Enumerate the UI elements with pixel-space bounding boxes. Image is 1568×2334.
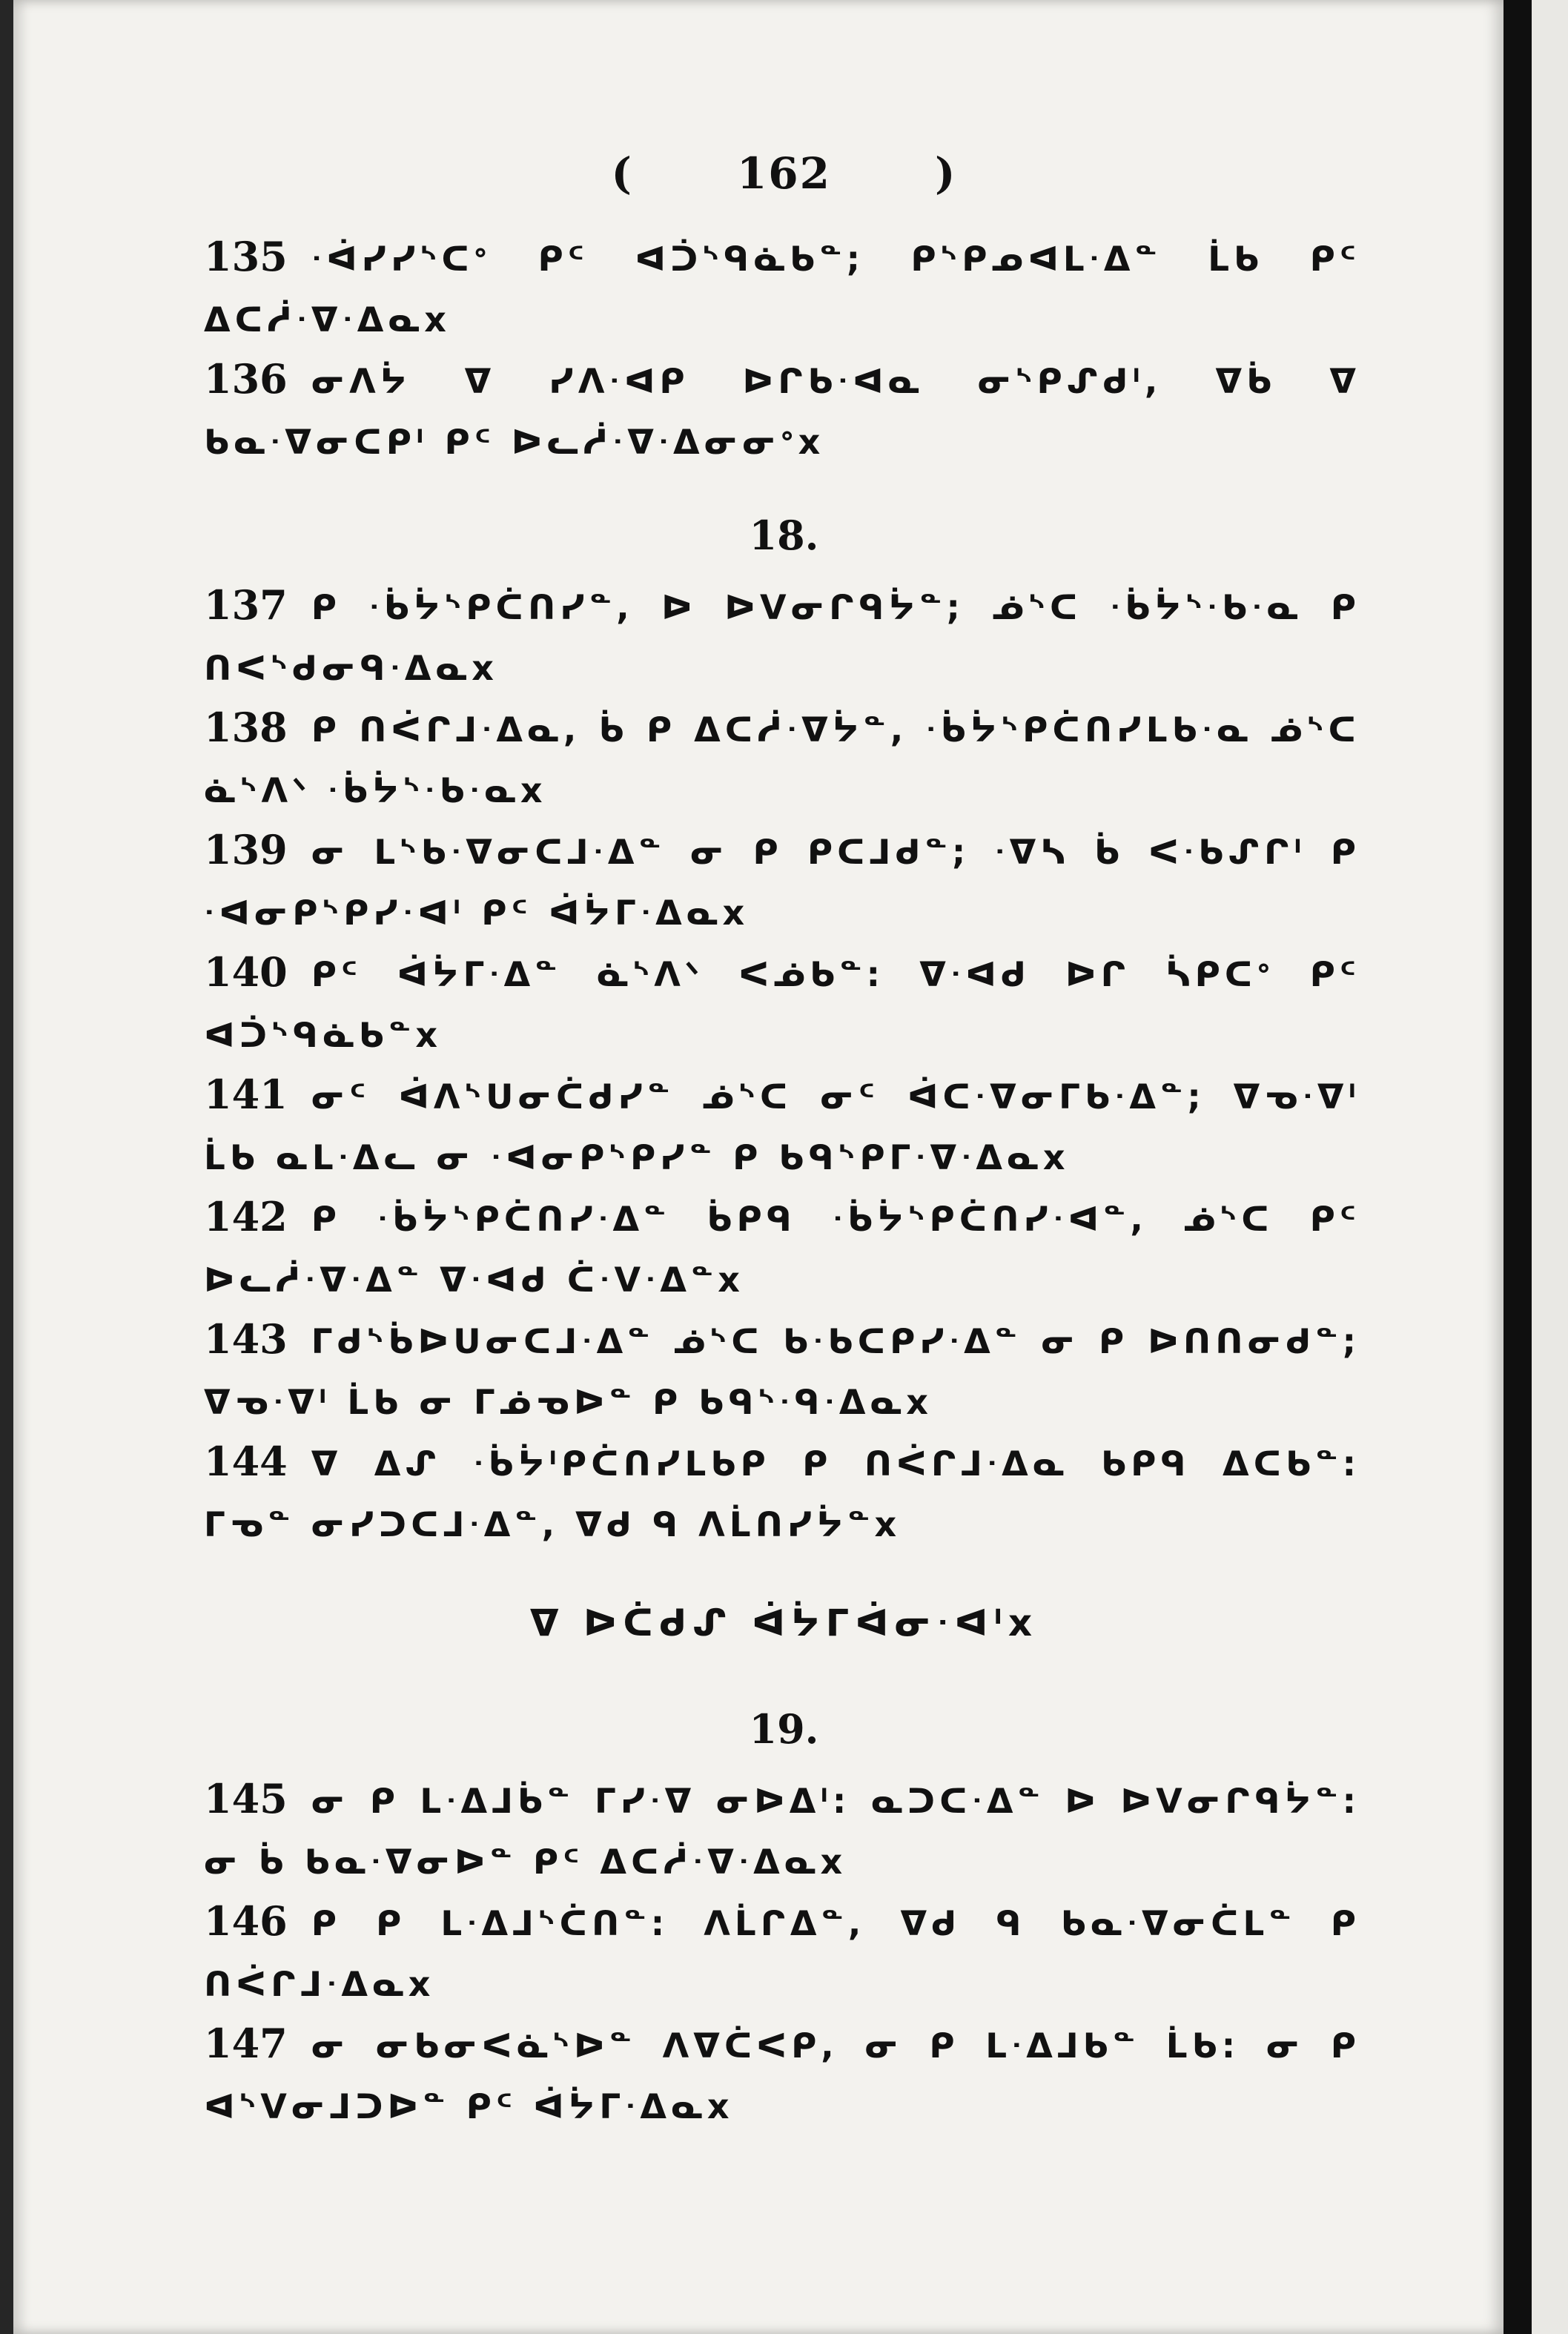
verse-147 xyxy=(204,2013,1360,2137)
chapter-heading-19: 19. xyxy=(749,1705,819,1753)
verse-number: 141 xyxy=(204,1071,288,1118)
verse-136 xyxy=(204,348,1360,472)
close-paren: ) xyxy=(935,148,957,199)
verse-142 xyxy=(204,1186,1360,1310)
page-header xyxy=(0,148,1568,199)
section-title: ᐁ ᐅᑖᑯᔑ ᐋᔮᒥᐋᓂᐧᐊᑊx xyxy=(529,1601,1039,1644)
verse-number: 142 xyxy=(204,1193,288,1240)
verse-number: 139 xyxy=(204,826,288,873)
verse-number: 143 xyxy=(204,1315,288,1363)
verse-text: ᑭ ᐧᑳᔮᔅᑭᑖᑎᓯᐧᐃᓐ ᑳᑭᑫ ᐧᑳᔮᔅᑭᑖᑎᓯᐧᐊᓐ, ᓅᔅᑕ ᑭᑦ ᐅᓚᓲᐧᐁᐧᐃᓐ ᐁᐧᐊᑯ ᑖᐧᐯᐧᐃᓐx xyxy=(204,1199,1360,1300)
verse-number: 136 xyxy=(204,355,288,403)
verse-135 xyxy=(204,226,1360,350)
verse-143 xyxy=(204,1309,1360,1432)
next-page-edge xyxy=(1532,0,1568,2334)
verse-text: ᑭ ᑭ ᒪᐧᐃᒧᔅᑖᑎᓐ: ᐱᒫᒋᐃᓐ, ᐁᑯ ᑫ ᑲᓇᐧᐁᓂᑖᒪᓐ ᑭ ᑎᐹᒋᒧᐧᐃᓇx xyxy=(204,1903,1360,2004)
book-spine-shadow xyxy=(1504,0,1532,2334)
verse-141 xyxy=(204,1064,1360,1188)
verse-number: 137 xyxy=(204,581,288,629)
verse-text: ᓂ ᓂᑲᓂᐸᓈᔅᐅᓐ ᐱᐁᑖᐸᑭ, ᓂ ᑭ ᒪᐧᐃᒧᑲᓐ ᒫᑲ: ᓂ ᑭ ᐊᔅᐯᓂᒧᑐᐅᓐ ᑭᑦ ᐋᔮᒥᐧᐃᓇx xyxy=(204,2026,1360,2126)
verse-number: 144 xyxy=(204,1438,288,1485)
open-paren: ( xyxy=(611,148,633,199)
verse-140 xyxy=(204,942,1360,1065)
verse-text: ᓂ ᑭ ᒪᐧᐃᒧᑳᓐ ᒥᓯᐧᐁ ᓂᐅᐃᑊ: ᓇᑐᑕᐧᐃᓐ ᐅ ᐅᐯᓂᒋᑫᔮᓐ: ᓂ ᑳ ᑲᓇᐧᐁᓂᐅᓐ ᑭᑦ ᐃᑕᓲᐧᐁᐧᐃᓇx xyxy=(204,1781,1360,1882)
verse-text: ᒥᑯᔅᑳᐅᑌᓂᑕᒧᐧᐃᓐ ᓅᔅᑕ ᑲᐧᑲᑕᑭᓯᐧᐃᓐ ᓂ ᑭ ᐅᑎᑎᓂᑯᓐ; ᐁᓀᐧᐁᑊ ᒫᑲ ᓂ ᒥᓅᓀᐅᓐ ᑭ ᑲᑫᔅᐧᑫᐧᐃᓇx xyxy=(204,1321,1360,1422)
verse-text: ᑭ ᑎᐹᒋᒧᐧᐃᓇ, ᑳ ᑭ ᐃᑕᓲᐧᐁᔮᓐ, ᐧᑳᔮᔅᑭᑖᑎᓯᒪᑲᐧᓇ ᓅᔅᑕ ᓈᔅᐱᐠ ᐧᑳᔮᔅᐧᑲᐧᓇx xyxy=(204,710,1360,810)
verse-145 xyxy=(204,1768,1360,1892)
verse-text: ᑭᑦ ᐋᔮᒥᐧᐃᓐ ᓈᔅᐱᐠ ᐸᓅᑲᓐ: ᐁᐧᐊᑯ ᐅᒋ ᓵᑭᑕᐤ ᑭᑦ ᐊᑑᔅᑫᓈᑲᓐx xyxy=(204,954,1360,1055)
verse-138 xyxy=(204,697,1360,821)
verse-number: 146 xyxy=(204,1897,288,1945)
page-number: 162 xyxy=(736,148,832,199)
verse-text: ᓂᐱᔮ ᐁ ᓯᐱᐧᐊᑭ ᐅᒋᑲᐧᐊᓇ ᓂᔅᑭᔑᑯᑊ, ᐁᑳ ᐁ ᑲᓇᐧᐁᓂᑕᑭᑊ ᑭᑦ ᐅᓚᓲᐧᐁᐧᐃᓂᓂᐤx xyxy=(204,361,1360,462)
verse-number: 145 xyxy=(204,1775,288,1822)
verse-137 xyxy=(204,575,1360,698)
verse-text: ᐁ ᐃᔑ ᐧᑳᔮᑊᑭᑖᑎᓯᒪᑲᑭ ᑭ ᑎᐹᒋᒧᐧᐃᓇ ᑲᑭᑫ ᐃᑕᑲᓐ: ᒥᓀᓐ ᓂᓯᑐᑕᒧᐧᐃᓐ, ᐁᑯ ᑫ ᐱᒫᑎᓯᔮᓐx xyxy=(204,1444,1360,1544)
verse-number: 135 xyxy=(204,233,288,280)
verse-text: ᑭ ᐧᑳᔮᔅᑭᑖᑎᓯᓐ, ᐅ ᐅᐯᓂᒋᑫᔮᓐ; ᓅᔅᑕ ᐧᑳᔮᔅᐧᑲᐧᓇ ᑭ ᑎᐸᔅᑯᓂᑫᐧᐃᓇx xyxy=(204,587,1360,688)
verse-139 xyxy=(204,819,1360,943)
verse-number: 147 xyxy=(204,2020,288,2067)
verse-number: 138 xyxy=(204,704,288,751)
verse-146 xyxy=(204,1891,1360,2014)
chapter-heading-18: 18. xyxy=(749,512,819,559)
verse-number: 140 xyxy=(204,948,288,996)
verse-text: ᓂᑦ ᐋᐱᔅᑌᓂᑖᑯᓯᓐ ᓅᔅᑕ ᓂᑦ ᐋᑕᐧᐁᓂᒥᑲᐧᐃᓐ; ᐁᓀᐧᐁᑊ ᒫᑲ ᓇᒪᐧᐃᓚ ᓂ ᐧᐊᓂᑭᔅᑭᓯᓐ ᑭ ᑲᑫᔅᑭᒥᐧᐁᐧᐃᓇx xyxy=(204,1077,1360,1177)
verse-text: ᐧᐋᓯᓯᔅᑕᐤ ᑭᑦ ᐊᑑᔅᑫᓈᑲᓐ; ᑭᔅᑭᓄᐊᒪᐧᐃᓐ ᒫᑲ ᑭᑦ ᐃᑕᓲᐧᐁᐧᐃᓇx xyxy=(204,239,1360,340)
verse-text: ᓂ ᒪᔅᑲᐧᐁᓂᑕᒧᐧᐃᓐ ᓂ ᑭ ᑭᑕᒧᑯᓐ; ᐧᐁᓴ ᑳ ᐸᐧᑲᔑᒋᑊ ᑭ ᐧᐊᓂᑭᔅᑭᓯᐧᐊᑊ ᑭᑦ ᐋᔮᒥᐧᐃᓇx xyxy=(204,832,1360,933)
verse-144 xyxy=(204,1431,1360,1555)
